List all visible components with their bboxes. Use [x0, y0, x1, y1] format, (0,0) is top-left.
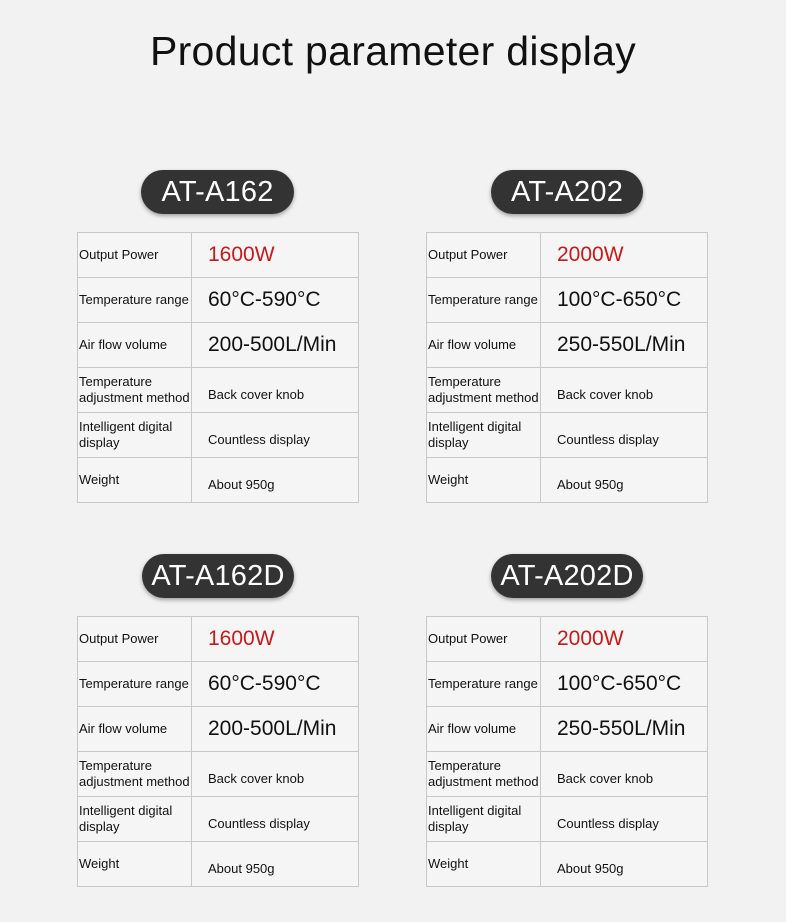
- digital-display-label: Intelligent digital display: [427, 797, 541, 842]
- air-flow-value: 200-500L/Min: [192, 323, 359, 368]
- table-row: [78, 278, 359, 323]
- table-row: [78, 233, 359, 278]
- model-badge: AT-A202D: [491, 554, 643, 598]
- spec-table: [426, 232, 708, 503]
- digital-display-label: Intelligent digital display: [427, 413, 541, 458]
- model-badge: AT-A202: [491, 170, 643, 214]
- temperature-range-label: Temperature range: [78, 278, 192, 323]
- spec-table: [77, 232, 359, 503]
- output-power-label: Output Power: [427, 233, 541, 278]
- temp-adjust-label: Temperature adjustment method: [427, 752, 541, 797]
- weight-label: Weight: [78, 842, 192, 887]
- output-power-value: 2000W: [541, 233, 708, 278]
- temperature-range-value: 60°C-590°C: [192, 278, 359, 323]
- air-flow-value: 250-550L/Min: [541, 323, 708, 368]
- table-row: [78, 662, 359, 707]
- table-row: [427, 752, 708, 797]
- table-row: [78, 707, 359, 752]
- table-row: [427, 323, 708, 368]
- table-row: [427, 617, 708, 662]
- digital-display-label: Intelligent digital display: [78, 797, 192, 842]
- table-row: [427, 458, 708, 503]
- table-row: [78, 368, 359, 413]
- table-row: [427, 707, 708, 752]
- table-row: [78, 413, 359, 458]
- table-row: [427, 842, 708, 887]
- weight-value: About 950g: [192, 458, 359, 503]
- output-power-value: 1600W: [192, 617, 359, 662]
- digital-display-value: Countless display: [192, 797, 359, 842]
- air-flow-value: 250-550L/Min: [541, 707, 708, 752]
- temp-adjust-label: Temperature adjustment method: [78, 752, 192, 797]
- temp-adjust-value: Back cover knob: [541, 752, 708, 797]
- table-row: [427, 413, 708, 458]
- digital-display-value: Countless display: [541, 797, 708, 842]
- table-row: [78, 458, 359, 503]
- table-row: [427, 797, 708, 842]
- model-badge: AT-A162: [141, 170, 294, 214]
- weight-value: About 950g: [541, 458, 708, 503]
- temperature-range-label: Temperature range: [78, 662, 192, 707]
- spec-table: [77, 616, 359, 887]
- temperature-range-value: 60°C-590°C: [192, 662, 359, 707]
- table-row: [427, 233, 708, 278]
- output-power-label: Output Power: [427, 617, 541, 662]
- table-row: [78, 842, 359, 887]
- table-row: [78, 752, 359, 797]
- table-row: [78, 323, 359, 368]
- weight-label: Weight: [78, 458, 192, 503]
- output-power-value: 1600W: [192, 233, 359, 278]
- temperature-range-label: Temperature range: [427, 662, 541, 707]
- table-row: [78, 797, 359, 842]
- weight-value: About 950g: [541, 842, 708, 887]
- temperature-range-label: Temperature range: [427, 278, 541, 323]
- weight-label: Weight: [427, 458, 541, 503]
- temp-adjust-value: Back cover knob: [541, 368, 708, 413]
- output-power-label: Output Power: [78, 233, 192, 278]
- temp-adjust-label: Temperature adjustment method: [78, 368, 192, 413]
- table-row: [427, 662, 708, 707]
- digital-display-label: Intelligent digital display: [78, 413, 192, 458]
- table-row: [427, 278, 708, 323]
- output-power-value: 2000W: [541, 617, 708, 662]
- air-flow-value: 200-500L/Min: [192, 707, 359, 752]
- temp-adjust-value: Back cover knob: [192, 368, 359, 413]
- table-row: [78, 617, 359, 662]
- air-flow-label: Air flow volume: [78, 323, 192, 368]
- temp-adjust-label: Temperature adjustment method: [427, 368, 541, 413]
- air-flow-label: Air flow volume: [427, 707, 541, 752]
- weight-value: About 950g: [192, 842, 359, 887]
- model-badge: AT-A162D: [142, 554, 294, 598]
- temp-adjust-value: Back cover knob: [192, 752, 359, 797]
- spec-table: [426, 616, 708, 887]
- table-row: [427, 368, 708, 413]
- temperature-range-value: 100°C-650°C: [541, 278, 708, 323]
- weight-label: Weight: [427, 842, 541, 887]
- air-flow-label: Air flow volume: [78, 707, 192, 752]
- output-power-label: Output Power: [78, 617, 192, 662]
- digital-display-value: Countless display: [541, 413, 708, 458]
- air-flow-label: Air flow volume: [427, 323, 541, 368]
- digital-display-value: Countless display: [192, 413, 359, 458]
- page-title: Product parameter display: [149, 28, 637, 74]
- temperature-range-value: 100°C-650°C: [541, 662, 708, 707]
